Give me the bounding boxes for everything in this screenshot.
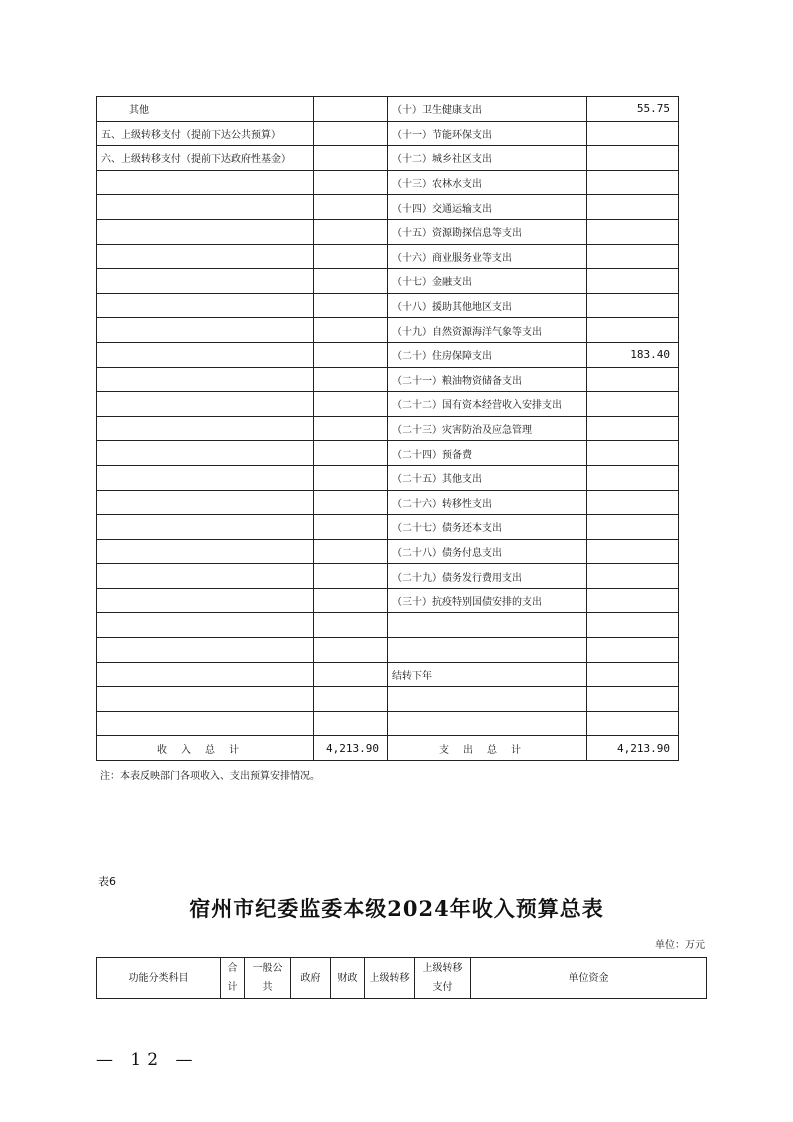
table-row	[97, 539, 679, 564]
summary-table	[96, 957, 707, 999]
table-row	[97, 392, 679, 417]
budget-table-body	[97, 97, 679, 736]
income-item-cell	[97, 293, 314, 318]
table-row	[97, 638, 679, 663]
table-row	[97, 342, 679, 367]
expense-amount-cell	[587, 662, 679, 687]
header-upper-transfer: 上级转移	[365, 958, 415, 999]
income-amount-cell	[314, 269, 388, 294]
table-row	[97, 121, 679, 146]
income-amount-cell	[314, 318, 388, 343]
income-item-cell	[97, 613, 314, 638]
expense-item-cell: （十八）援助其他地区支出	[388, 293, 587, 318]
income-amount-cell	[314, 416, 388, 441]
expense-amount-cell	[587, 613, 679, 638]
table-row	[97, 662, 679, 687]
expense-item-cell: （二十五）其他支出	[388, 465, 587, 490]
income-item-cell	[97, 416, 314, 441]
expense-amount-cell	[587, 687, 679, 712]
table-row	[97, 564, 679, 589]
expense-amount-cell: 183.40	[587, 342, 679, 367]
income-amount-cell	[314, 613, 388, 638]
expense-total-label: 支出总计	[388, 736, 587, 761]
income-amount-cell	[314, 195, 388, 220]
header-finance: 财政	[331, 958, 365, 999]
budget-table	[96, 96, 679, 761]
table-row	[97, 318, 679, 343]
header-total: 合计	[221, 958, 245, 999]
page-number: — 12 —	[96, 1050, 199, 1070]
expense-amount-cell	[587, 318, 679, 343]
income-amount-cell	[314, 97, 388, 122]
header-general-public: 一般公共	[245, 958, 291, 999]
expense-amount-cell	[587, 490, 679, 515]
expense-amount-cell	[587, 170, 679, 195]
table-row	[97, 244, 679, 269]
income-item-cell	[97, 539, 314, 564]
expense-item-cell	[388, 613, 587, 638]
income-item-cell: 其他	[97, 97, 314, 122]
expense-item-cell: （十七）金融支出	[388, 269, 587, 294]
income-amount-cell	[314, 662, 388, 687]
income-item-cell: 六、上级转移支付（提前下达政府性基金）	[97, 146, 314, 171]
income-amount-cell	[314, 465, 388, 490]
table-row	[97, 219, 679, 244]
income-amount-cell	[314, 219, 388, 244]
income-item-cell	[97, 367, 314, 392]
table-row	[97, 416, 679, 441]
expense-item-cell: （二十四）预备费	[388, 441, 587, 466]
expense-item-cell: （十一）节能环保支出	[388, 121, 587, 146]
expense-item-cell	[388, 687, 587, 712]
table-row	[97, 588, 679, 613]
expense-amount-cell	[587, 146, 679, 171]
table-row	[97, 613, 679, 638]
table-row	[97, 465, 679, 490]
income-item-cell	[97, 269, 314, 294]
table-row	[97, 367, 679, 392]
expense-item-cell: （十）卫生健康支出	[388, 97, 587, 122]
expense-amount-cell	[587, 515, 679, 540]
expense-item-cell: （二十六）转移性支出	[388, 490, 587, 515]
summary-header-row	[97, 958, 707, 999]
income-item-cell	[97, 441, 314, 466]
income-amount-cell	[314, 515, 388, 540]
expense-amount-cell	[587, 195, 679, 220]
income-amount-cell	[314, 342, 388, 367]
table-row	[97, 687, 679, 712]
expense-item-cell: （十四）交通运输支出	[388, 195, 587, 220]
expense-amount-cell: 55.75	[587, 97, 679, 122]
expense-amount-cell	[587, 269, 679, 294]
expense-item-cell: （二十九）债务发行费用支出	[388, 564, 587, 589]
expense-item-cell: （二十七）债务还本支出	[388, 515, 587, 540]
income-item-cell	[97, 638, 314, 663]
income-item-cell	[97, 588, 314, 613]
expense-amount-cell	[587, 416, 679, 441]
income-item-cell	[97, 687, 314, 712]
income-amount-cell	[314, 490, 388, 515]
income-item-cell	[97, 195, 314, 220]
table-row	[97, 269, 679, 294]
expense-item-cell: （三十）抗疫特别国债安排的支出	[388, 588, 587, 613]
income-amount-cell	[314, 146, 388, 171]
expense-amount-cell	[587, 638, 679, 663]
income-amount-cell	[314, 441, 388, 466]
table-row	[97, 293, 679, 318]
expense-item-cell: （二十一）粮油物资储备支出	[388, 367, 587, 392]
table-row	[97, 515, 679, 540]
income-item-cell	[97, 244, 314, 269]
income-amount-cell	[314, 588, 388, 613]
income-item-cell	[97, 564, 314, 589]
table-row	[97, 195, 679, 220]
income-amount-cell	[314, 392, 388, 417]
expense-amount-cell	[587, 392, 679, 417]
income-amount-cell	[314, 244, 388, 269]
income-item-cell	[97, 392, 314, 417]
table-row	[97, 146, 679, 171]
total-row	[97, 736, 679, 761]
income-item-cell	[97, 342, 314, 367]
expense-item-cell	[388, 638, 587, 663]
header-upper-transfer-payment: 上级转移支付	[415, 958, 471, 999]
expense-amount-cell	[587, 539, 679, 564]
income-item-cell	[97, 711, 314, 736]
income-item-cell	[97, 318, 314, 343]
expense-total-amount: 4,213.90	[587, 736, 679, 761]
table-row	[97, 170, 679, 195]
income-amount-cell	[314, 121, 388, 146]
expense-amount-cell	[587, 588, 679, 613]
expense-amount-cell	[587, 465, 679, 490]
income-item-cell	[97, 490, 314, 515]
header-unit-funds: 单位资金	[471, 958, 707, 999]
income-amount-cell	[314, 367, 388, 392]
income-item-cell	[97, 170, 314, 195]
income-amount-cell	[314, 711, 388, 736]
expense-item-cell: （二十八）债务付息支出	[388, 539, 587, 564]
expense-amount-cell	[587, 219, 679, 244]
expense-item-cell: （十六）商业服务业等支出	[388, 244, 587, 269]
header-government: 政府	[291, 958, 331, 999]
expense-amount-cell	[587, 564, 679, 589]
income-item-cell	[97, 219, 314, 244]
income-amount-cell	[314, 539, 388, 564]
expense-item-cell: （二十二）国有资本经营收入安排支出	[388, 392, 587, 417]
expense-item-cell: （十五）资源勘探信息等支出	[388, 219, 587, 244]
income-amount-cell	[314, 687, 388, 712]
expense-item-cell: （十二）城乡社区支出	[388, 146, 587, 171]
income-amount-cell	[314, 564, 388, 589]
table-note: 注：本表反映部门各项收入、支出预算安排情况。	[100, 771, 320, 782]
expense-item-cell: （二十）住房保障支出	[388, 342, 587, 367]
header-function-category: 功能分类科目	[97, 958, 221, 999]
expense-item-cell: 结转下年	[388, 662, 587, 687]
income-amount-cell	[314, 638, 388, 663]
expense-amount-cell	[587, 121, 679, 146]
unit-label: 单位：万元	[655, 940, 705, 951]
expense-amount-cell	[587, 367, 679, 392]
table-row	[97, 490, 679, 515]
income-item-cell: 五、上级转移支付（提前下达公共预算）	[97, 121, 314, 146]
expense-item-cell: （二十三）灾害防治及应急管理	[388, 416, 587, 441]
table-number-label: 表6	[98, 875, 116, 888]
income-total-label: 收入总计	[97, 736, 314, 761]
expense-amount-cell	[587, 244, 679, 269]
income-item-cell	[97, 662, 314, 687]
expense-amount-cell	[587, 441, 679, 466]
income-item-cell	[97, 465, 314, 490]
expense-item-cell	[388, 711, 587, 736]
income-item-cell	[97, 515, 314, 540]
table-row	[97, 711, 679, 736]
expense-amount-cell	[587, 293, 679, 318]
income-amount-cell	[314, 293, 388, 318]
page-title: 宿州市纪委监委本级2024年收入预算总表	[189, 896, 604, 921]
table-row	[97, 441, 679, 466]
expense-item-cell: （十三）农林水支出	[388, 170, 587, 195]
table-row	[97, 97, 679, 122]
income-total-amount: 4,213.90	[314, 736, 388, 761]
income-amount-cell	[314, 170, 388, 195]
expense-amount-cell	[587, 711, 679, 736]
expense-item-cell: （十九）自然资源海洋气象等支出	[388, 318, 587, 343]
